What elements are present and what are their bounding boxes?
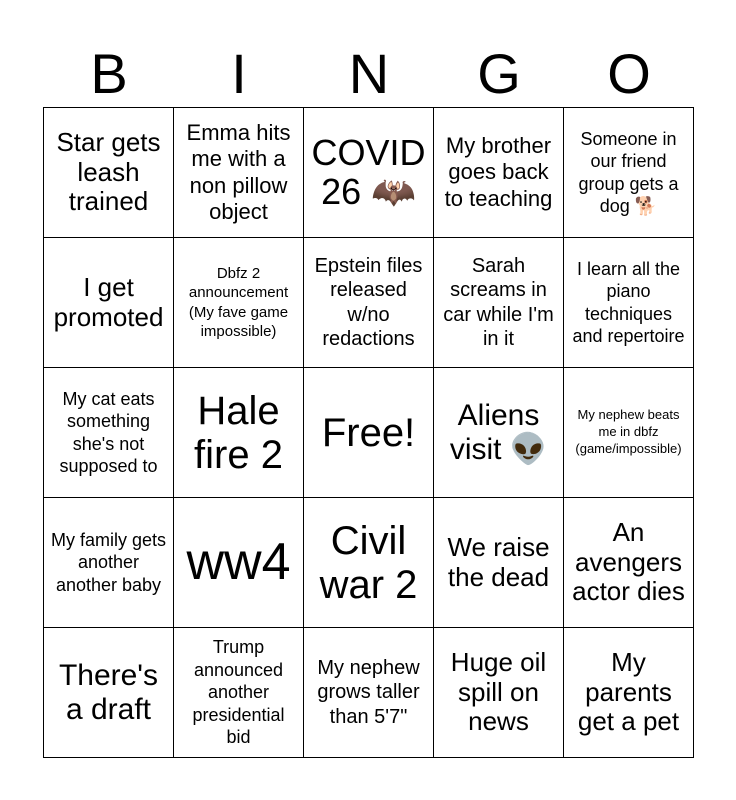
bingo-cell-r4c1[interactable]: My family gets another another baby [44,498,174,628]
header-letter-n: N [348,42,390,105]
bingo-cell-r5c4[interactable]: Huge oil spill on news [434,628,564,758]
bingo-cell-r5c3[interactable]: My nephew grows taller than 5'7" [304,628,434,758]
bingo-cell-r5c5[interactable]: My parents get a pet [564,628,694,758]
bingo-cell-r3c4[interactable]: Aliens visit 👽 [434,368,564,498]
header-letter-b: B [90,42,128,105]
bingo-header [44,40,694,108]
bingo-cell-r3c1[interactable]: My cat eats something she's not supposed to [44,368,174,498]
bingo-grid [43,107,694,758]
header-letter-g: G [477,42,521,105]
bingo-cell-r2c2[interactable]: Dbfz 2 announcement (My fave game impossible) [174,238,304,368]
bingo-cell-r2c4[interactable]: Sarah screams in car while I'm in it [434,238,564,368]
bingo-cell-r1c4[interactable]: My brother goes back to teaching [434,108,564,238]
bingo-cell-r5c2[interactable]: Trump announced another presidential bid [174,628,304,758]
bingo-cell-r2c5[interactable]: I learn all the piano techniques and repertoire [564,238,694,368]
bingo-cell-r3c5[interactable]: My nephew beats me in dbfz (game/impossible) [564,368,694,498]
header-letter-o: O [607,42,651,105]
bingo-cell-r1c1[interactable]: Star gets leash trained [44,108,174,238]
bingo-cell-r5c1[interactable]: There's a draft [44,628,174,758]
bingo-cell-r1c2[interactable]: Emma hits me with a non pillow object [174,108,304,238]
bingo-cell-r3c3[interactable]: Free! [304,368,434,498]
bingo-cell-r4c3[interactable]: Civil war 2 [304,498,434,628]
bingo-cell-r4c2[interactable]: ww4 [174,498,304,628]
bingo-cell-r1c3[interactable]: COVID 26 🦇 [304,108,434,238]
bingo-cell-r4c4[interactable]: We raise the dead [434,498,564,628]
bingo-cell-r2c3[interactable]: Epstein files released w/no redactions [304,238,434,368]
header-letter-i: I [231,42,247,105]
bingo-cell-r2c1[interactable]: I get promoted [44,238,174,368]
bingo-cell-r3c2[interactable]: Hale fire 2 [174,368,304,498]
bingo-cell-r1c5[interactable]: Someone in our friend group gets a dog 🐕 [564,108,694,238]
bingo-cell-r4c5[interactable]: An avengers actor dies [564,498,694,628]
